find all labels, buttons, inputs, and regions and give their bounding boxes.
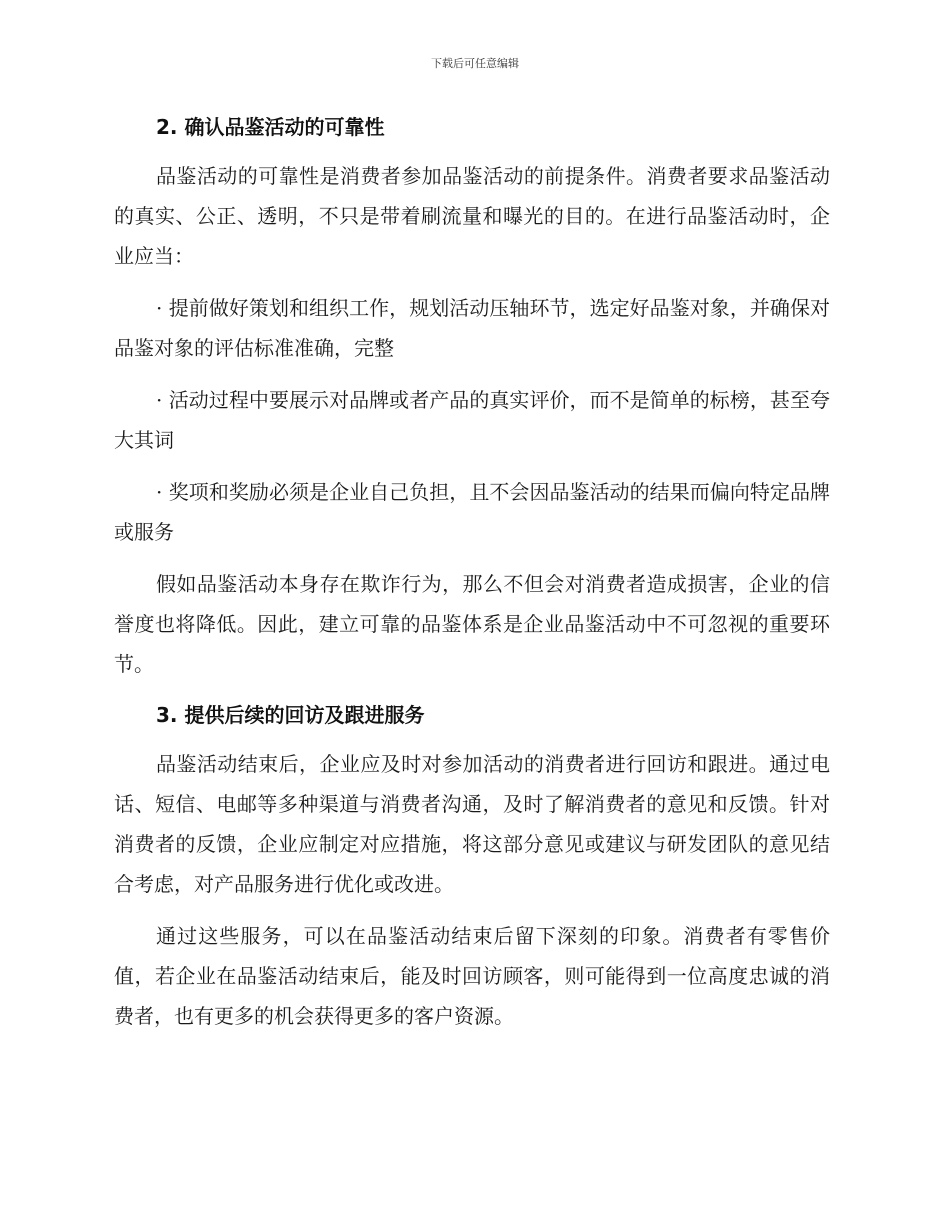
bullet-item-awards: · 奖项和奖励必须是企业自己负担，且不会因品鉴活动的结果而偏向特定品牌或服务 [114, 480, 830, 544]
paragraph-closing: 假如品鉴活动本身存在欺诈行为，那么不但会对消费者造成损害，企业的信誉度也将降低。因此，建立可靠的品鉴体系是企业品鉴活动中不可忽视的重要环节。 [114, 572, 830, 676]
header-note: 下载后可任意编辑 [431, 57, 519, 70]
section-heading-reliability: 2. 确认品鉴活动的可靠性 [156, 115, 385, 139]
paragraph-services: 通过这些服务，可以在品鉴活动结束后留下深刻的印象。消费者有零售价值，若企业在品鉴活动结束后，能及时回访顾客，则可能得到一位高度忠诚的消费者，也有更多的机会获得更多的客户资源。 [114, 924, 830, 1028]
bullet-item-genuine-evaluation: · 活动过程中要展示对品牌或者产品的真实评价，而不是简单的标榜，甚至夸大其词 [114, 388, 830, 452]
paragraph-intro: 品鉴活动的可靠性是消费者参加品鉴活动的前提条件。消费者要求品鉴活动的真实、公正、透明，不只是带着刷流量和曝光的目的。在进行品鉴活动时，企业应当： [114, 164, 830, 268]
bullet-item-planning: · 提前做好策划和组织工作，规划活动压轴环节，选定好品鉴对象，并确保对品鉴对象的评估标准准确，完整 [114, 296, 830, 360]
paragraph-followup: 品鉴活动结束后，企业应及时对参加活动的消费者进行回访和跟进。通过电话、短信、电邮等多种渠道与消费者沟通，及时了解消费者的意见和反馈。针对消费者的反馈，企业应制定对应措施，将这部分意见或建议与研发团队的意见结合考虑，对产品服务进行优化或改进。 [114, 752, 830, 896]
document-body [114, 108, 830, 1048]
section-heading-followup: 3. 提供后续的回访及跟进服务 [156, 703, 425, 727]
